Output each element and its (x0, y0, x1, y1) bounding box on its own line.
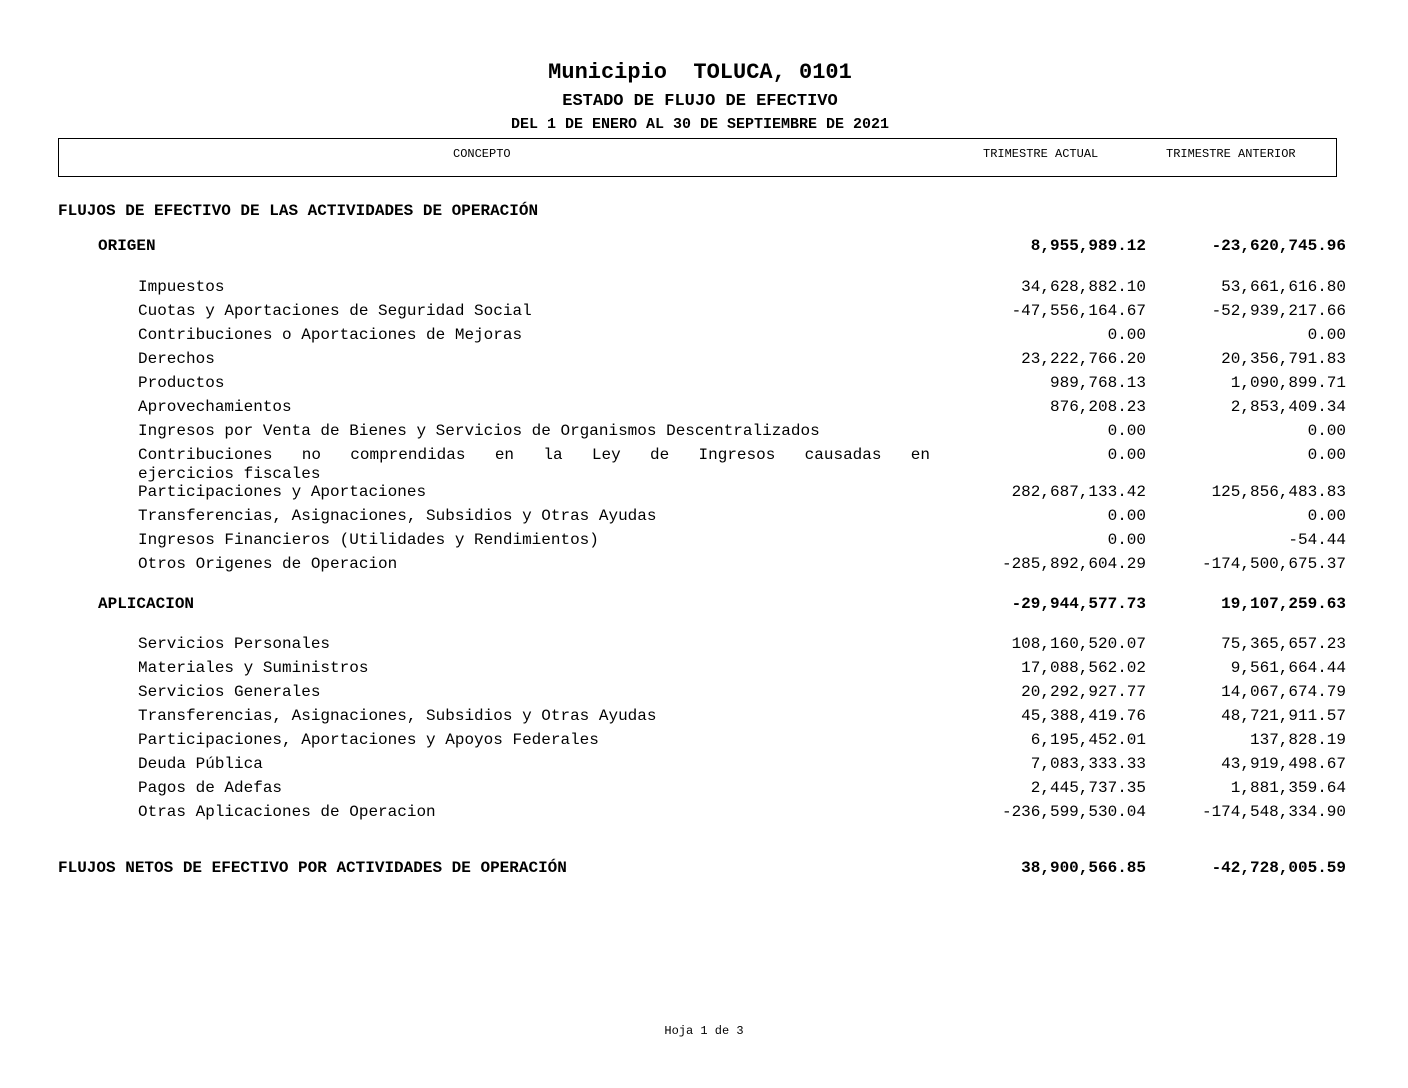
table-row (0, 531, 1408, 553)
row-previous: 125,856,483.83 (1211, 483, 1346, 501)
row-current: 2,445,737.35 (1030, 779, 1146, 797)
row-current: 17,088,562.02 (1021, 659, 1146, 677)
aplicacion-subtotal-row (0, 595, 1408, 617)
row-previous: 75,365,657.23 (1221, 635, 1346, 653)
row-previous: 0.00 (1307, 446, 1346, 464)
row-previous: -174,548,334.90 (1201, 803, 1346, 821)
row-label: Participaciones, Aportaciones y Apoyos Federales (138, 731, 599, 749)
row-current: 6,195,452.01 (1030, 731, 1146, 749)
row-label: Transferencias, Asignaciones, Subsidios y Otras Ayudas (138, 707, 657, 725)
origen-current: 8,955,989.12 (1030, 237, 1146, 255)
net-label: FLUJOS NETOS DE EFECTIVO POR ACTIVIDADES DE OPERACIÓN (58, 859, 567, 877)
row-current: -47,556,164.67 (1011, 302, 1146, 320)
row-label: Pagos de Adefas (138, 779, 283, 797)
row-current: 7,083,333.33 (1030, 755, 1146, 773)
row-current: 0.00 (1107, 326, 1146, 344)
row-current: 876,208.23 (1049, 398, 1146, 416)
aplicacion-current: -29,944,577.73 (1011, 595, 1146, 613)
row-current: 20,292,927.77 (1021, 683, 1146, 701)
row-previous: 9,561,664.44 (1230, 659, 1346, 677)
table-row (0, 779, 1408, 801)
row-label: Servicios Generales (138, 683, 321, 701)
table-row (0, 659, 1408, 681)
row-label: Impuestos (138, 278, 225, 296)
row-label: Materiales y Suministros (138, 659, 369, 677)
column-header-current: TRIMESTRE ACTUAL (983, 147, 1099, 161)
row-current: 0.00 (1107, 531, 1146, 549)
row-label: Ingresos por Venta de Bienes y Servicios de Organismos Descentralizados (138, 422, 820, 440)
table-row (0, 422, 1408, 444)
column-header-previous: TRIMESTRE ANTERIOR (1166, 147, 1296, 161)
row-current: 0.00 (1107, 422, 1146, 440)
row-label-continuation: ejercicios fiscales (138, 465, 321, 483)
row-label: Transferencias, Asignaciones, Subsidios y Otras Ayudas (138, 507, 657, 525)
column-header-box (58, 138, 1337, 177)
aplicacion-label: APLICACION (98, 595, 195, 613)
row-previous: 48,721,911.57 (1221, 707, 1346, 725)
origen-subtotal-row (0, 237, 1408, 259)
table-row (0, 707, 1408, 729)
row-current: 108,160,520.07 (1011, 635, 1146, 653)
row-label: Productos (138, 374, 225, 392)
row-label: Aprovechamientos (138, 398, 292, 416)
row-current: 34,628,882.10 (1021, 278, 1146, 296)
row-label: Otros Origenes de Operacion (138, 555, 398, 573)
row-label: Cuotas y Aportaciones de Seguridad Social (138, 302, 532, 320)
table-row (0, 683, 1408, 705)
report-period: DEL 1 DE ENERO AL 30 DE SEPTIEMBRE DE 2021 (510, 116, 890, 133)
row-label: Participaciones y Aportaciones (138, 483, 427, 501)
net-current: 38,900,566.85 (1021, 859, 1146, 877)
row-label: Deuda Pública (138, 755, 263, 773)
row-previous: 0.00 (1307, 422, 1346, 440)
section-title: FLUJOS DE EFECTIVO DE LAS ACTIVIDADES DE OPERACIÓN (58, 202, 539, 220)
row-previous: -54.44 (1288, 531, 1346, 549)
row-previous: 0.00 (1307, 326, 1346, 344)
row-previous: 2,853,409.34 (1230, 398, 1346, 416)
row-previous: 14,067,674.79 (1221, 683, 1346, 701)
municipio-title: Municipio TOLUCA, 0101 (548, 60, 852, 85)
aplicacion-previous: 19,107,259.63 (1221, 595, 1346, 613)
row-current: 989,768.13 (1049, 374, 1146, 392)
row-previous: 53,661,616.80 (1221, 278, 1346, 296)
row-label: Contribuciones no comprendidas en la Ley de Ingresos causadas en (138, 446, 930, 464)
table-row (0, 398, 1408, 420)
table-row (0, 731, 1408, 753)
table-row (0, 374, 1408, 396)
row-label: Otras Aplicaciones de Operacion (138, 803, 436, 821)
page-number: Hoja 1 de 3 (664, 1024, 744, 1038)
table-row (0, 326, 1408, 348)
row-current: 0.00 (1107, 507, 1146, 525)
report-title: ESTADO DE FLUJO DE EFECTIVO (562, 92, 838, 111)
row-previous: 43,919,498.67 (1221, 755, 1346, 773)
origen-previous: -23,620,745.96 (1211, 237, 1346, 255)
column-header-concept: CONCEPTO (453, 147, 511, 161)
row-current: 45,388,419.76 (1021, 707, 1146, 725)
table-row (0, 755, 1408, 777)
row-previous: 20,356,791.83 (1221, 350, 1346, 368)
row-current: -285,892,604.29 (1001, 555, 1146, 573)
table-row (0, 446, 1408, 486)
row-previous: -174,500,675.37 (1201, 555, 1346, 573)
row-current: 23,222,766.20 (1021, 350, 1146, 368)
table-row (0, 302, 1408, 324)
table-row (0, 635, 1408, 657)
row-label: Derechos (138, 350, 215, 368)
table-row (0, 555, 1408, 577)
table-row (0, 350, 1408, 372)
row-previous: -52,939,217.66 (1211, 302, 1346, 320)
row-previous: 1,881,359.64 (1230, 779, 1346, 797)
row-current: 282,687,133.42 (1011, 483, 1146, 501)
row-current: -236,599,530.04 (1001, 803, 1146, 821)
row-previous: 137,828.19 (1249, 731, 1346, 749)
row-label: Contribuciones o Aportaciones de Mejoras (138, 326, 523, 344)
table-row (0, 803, 1408, 825)
row-current: 0.00 (1107, 446, 1146, 464)
section-title-row (0, 202, 1408, 224)
table-row (0, 278, 1408, 300)
row-previous: 0.00 (1307, 507, 1346, 525)
table-row (0, 507, 1408, 529)
net-previous: -42,728,005.59 (1211, 859, 1346, 877)
table-row (0, 483, 1408, 505)
net-total-row (0, 859, 1408, 881)
row-previous: 1,090,899.71 (1230, 374, 1346, 392)
row-label: Servicios Personales (138, 635, 331, 653)
row-label: Ingresos Financieros (Utilidades y Rendimientos) (138, 531, 599, 549)
origen-label: ORIGEN (98, 237, 156, 255)
